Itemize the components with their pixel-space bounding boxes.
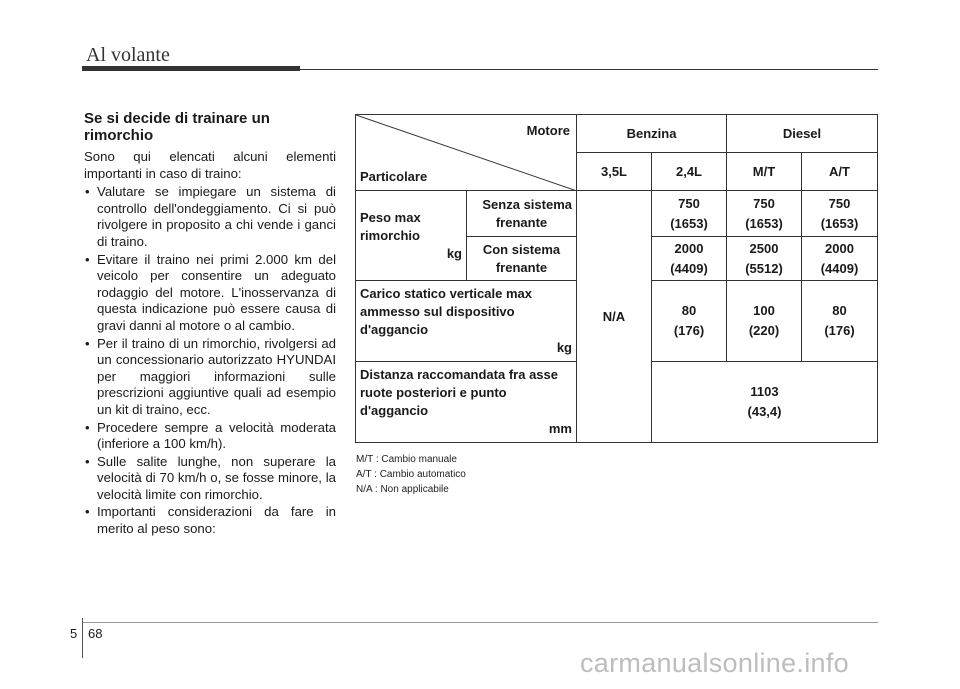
header-3-5l: 3,5L — [577, 153, 652, 191]
cell-senza-2-4l: 750 (1653) — [652, 191, 727, 237]
corner-particolare-label: Particolare — [360, 169, 428, 184]
note-na: N/A : Non applicabile — [356, 484, 449, 495]
cell-carico-at: 80 (176) — [802, 281, 878, 362]
corner-motore-label: Motore — [526, 123, 570, 138]
footer-rule — [82, 622, 878, 623]
table-notes — [356, 452, 466, 497]
towing-intro: Sono qui elencati alcuni elementi importanti in caso di traino: — [84, 149, 336, 181]
bullet-icon: • — [85, 419, 90, 435]
towing-bullet-list — [84, 184, 336, 537]
watermark: carmanualsonline.info — [580, 648, 849, 678]
header-diesel: Diesel — [727, 115, 878, 153]
bullet-icon: • — [85, 335, 90, 351]
header-rule-thin — [300, 69, 878, 70]
row-label-carico-statico: Carico statico verticale max ammesso sul dispositivo d'aggancio kg — [356, 281, 577, 362]
header-mt: M/T — [727, 153, 802, 191]
bullet-icon: • — [85, 251, 90, 267]
towing-heading: Se si decide di trainare un rimorchio — [84, 110, 270, 144]
cell-senza-at: 750 (1653) — [802, 191, 878, 237]
cell-senza-mt: 750 (1653) — [727, 191, 802, 237]
list-item: • Per il traino di un rimorchio, rivolgersi ad un concessionario autorizzato HYUNDAI per maggiori informazioni sulle prescrizioni aggiuntive quali ad esempio un kit di traino, ecc. — [85, 335, 336, 417]
chapter-number: 5 — [70, 626, 78, 641]
row-label-con-sistema: Con sistema frenante — [467, 237, 577, 281]
list-item: • Sulle salite lunghe, non superare la velocità di 70 km/h o, se fosse minore, la velocità limite con rimorchio. — [85, 453, 336, 502]
list-item: • Evitare il traino nei primi 2.000 km del veicolo per consentire un adeguato rodaggio del motore. L'inosservanza di questa indicazione può essere causa di gravi danni al motore o al cambio. — [85, 251, 336, 333]
note-mt: M/T : Cambio manuale — [356, 454, 457, 465]
cell-na-3-5l: N/A — [577, 191, 652, 443]
unit-kg: kg — [556, 340, 572, 355]
page-number: 68 — [88, 626, 103, 641]
towing-spec-table — [355, 114, 878, 443]
cell-carico-2-4l: 80 (176) — [652, 281, 727, 362]
row-label-peso-max: Peso max rimorchio kg — [356, 191, 467, 281]
list-item: • Importanti considerazioni da fare in merito al peso sono: — [85, 504, 336, 537]
row-label-distanza: Distanza raccomandata fra asse ruote posteriori e punto d'aggancio mm — [356, 362, 577, 443]
cell-con-at: 2000 (4409) — [802, 237, 878, 281]
header-rule-thick — [82, 66, 300, 71]
footer-divider — [82, 618, 83, 658]
header-benzina: Benzina — [577, 115, 727, 153]
towing-text-column — [84, 110, 336, 539]
row-label-senza-sistema: Senza sistema frenante — [467, 191, 577, 237]
cell-con-mt: 2500 (5512) — [727, 237, 802, 281]
cell-con-2-4l: 2000 (4409) — [652, 237, 727, 281]
bullet-icon: • — [85, 453, 90, 469]
section-title: Al volante — [86, 44, 170, 66]
header-at: A/T — [802, 153, 878, 191]
unit-kg: kg — [446, 245, 462, 261]
header-2-4l: 2,4L — [652, 153, 727, 191]
bullet-icon: • — [85, 504, 90, 520]
cell-carico-mt: 100 (220) — [727, 281, 802, 362]
table-corner-cell — [356, 115, 577, 191]
cell-distanza-value: 1103 (43,4) — [652, 362, 878, 443]
note-at: A/T : Cambio automatico — [356, 469, 466, 480]
list-item: • Valutare se impiegare un sistema di controllo dell'ondeggiamento. Ci si può rivolgere in proposito a chi vende i ganci di traino. — [85, 184, 336, 249]
bullet-icon: • — [85, 184, 90, 200]
unit-mm: mm — [548, 421, 572, 436]
list-item: • Procedere sempre a velocità moderata (inferiore a 100 km/h). — [85, 419, 336, 452]
